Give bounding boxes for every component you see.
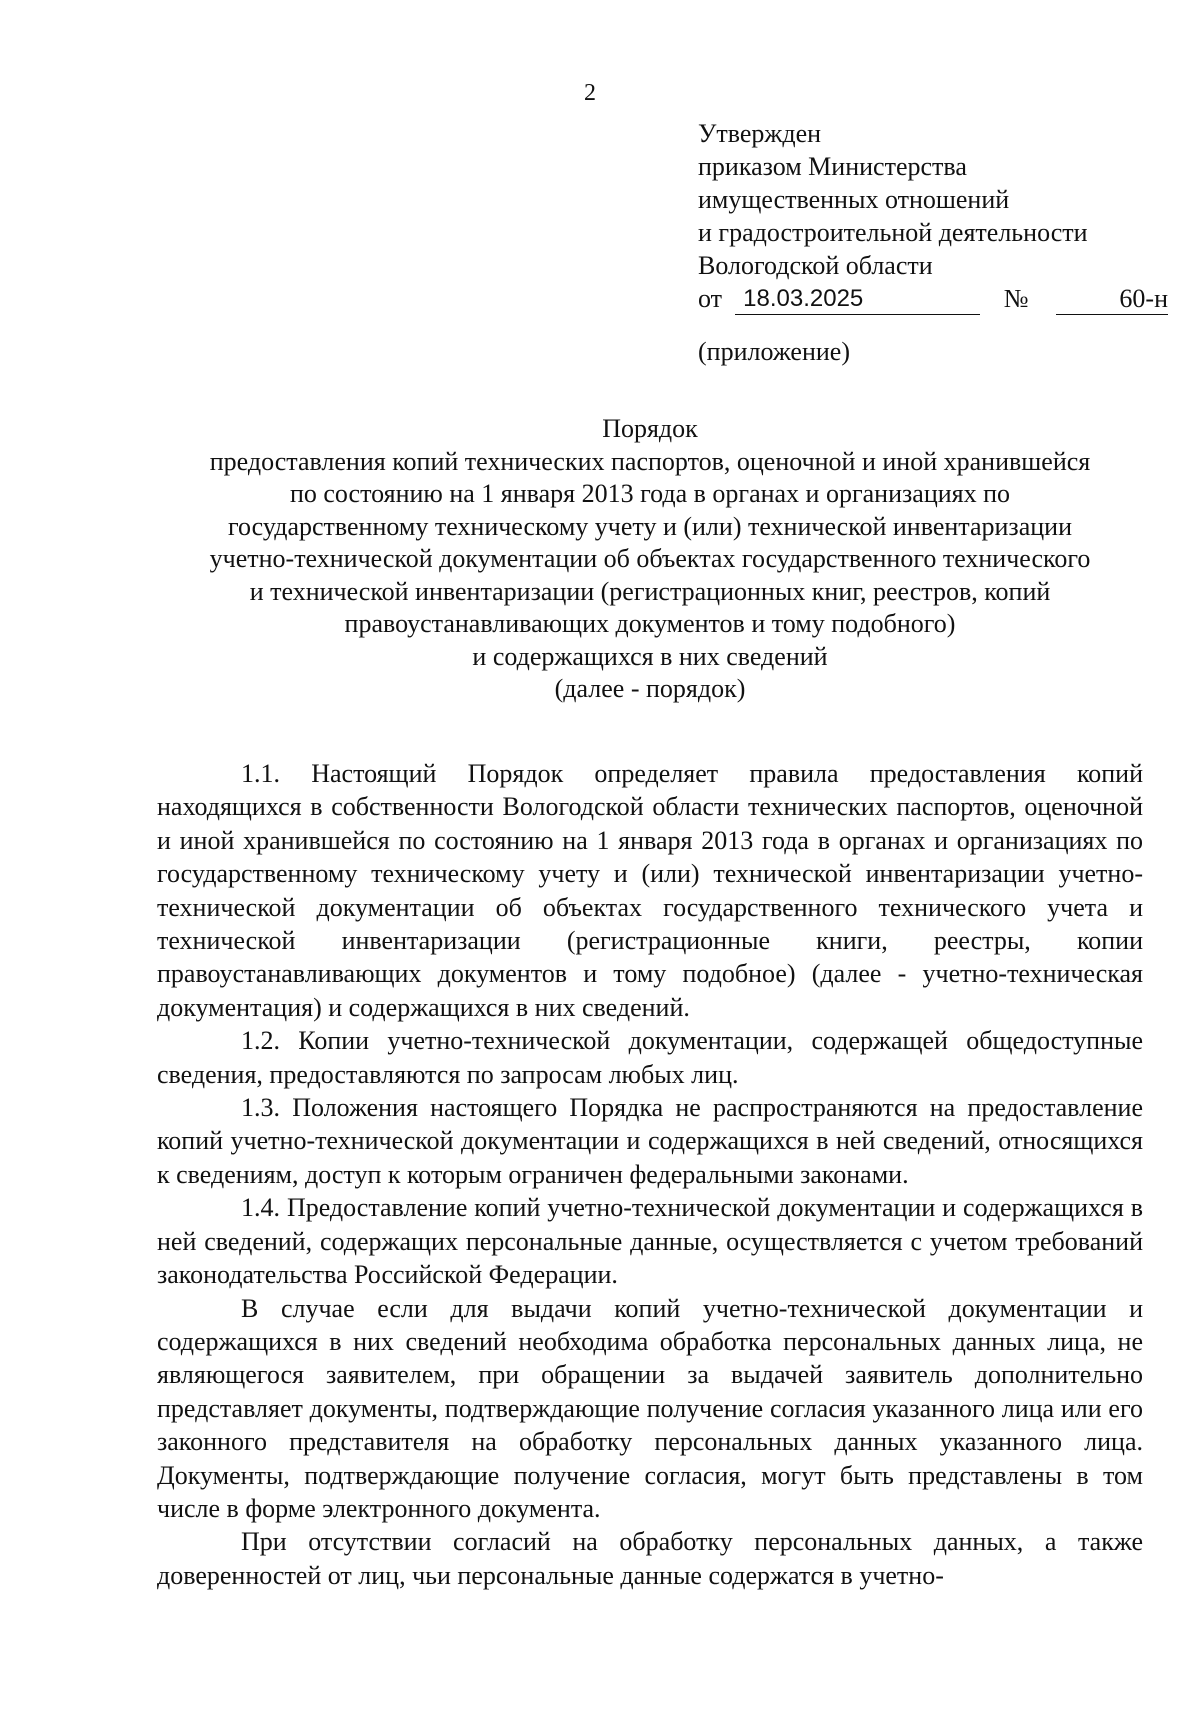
paragraph-1-4: 1.4. Предоставление копий учетно-технической документации и содержащихся в ней сведений, содержащих персональные данные, осуществляется с учетом требований законодательства Российской Федерации. xyxy=(157,1193,1143,1290)
title-line: государственному техническому учету и (или) технической инвентаризации xyxy=(228,511,1072,541)
paragraph-1-2: 1.2. Копии учетно-технической документации, содержащей общедоступные сведения, предоставляются по запросам любых лиц. xyxy=(157,1026,1143,1089)
approval-stamp xyxy=(698,117,1168,368)
document-title xyxy=(150,413,1150,706)
title-line: учетно-технической документации об объектах государственного технического xyxy=(209,544,1091,573)
date-prefix: от xyxy=(698,284,723,313)
paragraph-1-3: 1.3. Положения настоящего Порядка не распространяются на предоставление копий учетно-технической документации и содержащихся в ней сведений, относящихся к сведениям, доступ к которым ограничен федеральными законами. xyxy=(157,1093,1143,1189)
approval-line: и градостроительной деятельности xyxy=(698,218,1088,247)
appendix-label: (приложение) xyxy=(698,337,851,366)
page-number: 2 xyxy=(584,80,596,106)
title-line: предоставления копий технических паспортов, оценочной и иной хранившейся xyxy=(209,446,1091,476)
approval-line: приказом Министерства xyxy=(698,152,967,181)
title-line: и технической инвентаризации (регистрационных книг, реестров, копий xyxy=(249,576,1051,606)
approval-line: имущественных отношений xyxy=(698,185,1010,214)
document-body xyxy=(157,757,1143,1592)
title-line: по состоянию на 1 января 2013 года в органах и организациях по xyxy=(289,479,1011,508)
paragraph-consent: В случае если для выдачи копий учетно-технической документации и содержащихся в них сведений необходима обработка персональных данных лица, не являющегося заявителем, при обращении за выдачей заявитель дополнительно представляет документы, подтверждающие получение согласия указанного лица или его законного представителя на обработку персональных данных указанного лица. Документы, подтверждающие получение согласия, могут быть представлены в том числе в форме электронного документа. xyxy=(157,1293,1143,1523)
approval-line: Вологодской области xyxy=(698,251,933,280)
title-line: (далее - порядок) xyxy=(554,674,746,703)
title-line: и содержащихся в них сведений xyxy=(472,641,828,671)
number-sign: № xyxy=(1003,284,1029,313)
paragraph-absence: При отсутствии согласий на обработку персональных данных, а также доверенностей от лиц, чьи персональные данные содержатся в учетно- xyxy=(157,1527,1143,1590)
approval-date-row xyxy=(698,282,1168,315)
approval-date: 18.03.2025 xyxy=(735,284,980,315)
paragraph-1-1: 1.1. Настоящий Порядок определяет правила предоставления копий находящихся в собственности Вологодской области технических паспортов, оценочной и иной хранившейся по состоянию на 1 января 2013 года в органах и организациях по государственному техническому учету и (или) технической инвентаризации учетно-технической документации об объектах государственного технического учета и технической инвентаризации (регистрационные книги, реестры, копии правоустанавливающих документов и тому подобное) (далее - учетно-техническая документация) и содержащихся в них сведений. xyxy=(157,759,1143,1022)
approval-line: Утвержден xyxy=(698,119,822,148)
order-number: 60-н xyxy=(1056,284,1168,315)
title-line: правоустанавливающих документов и тому подобного) xyxy=(344,609,956,638)
title-heading: Порядок xyxy=(602,414,698,443)
